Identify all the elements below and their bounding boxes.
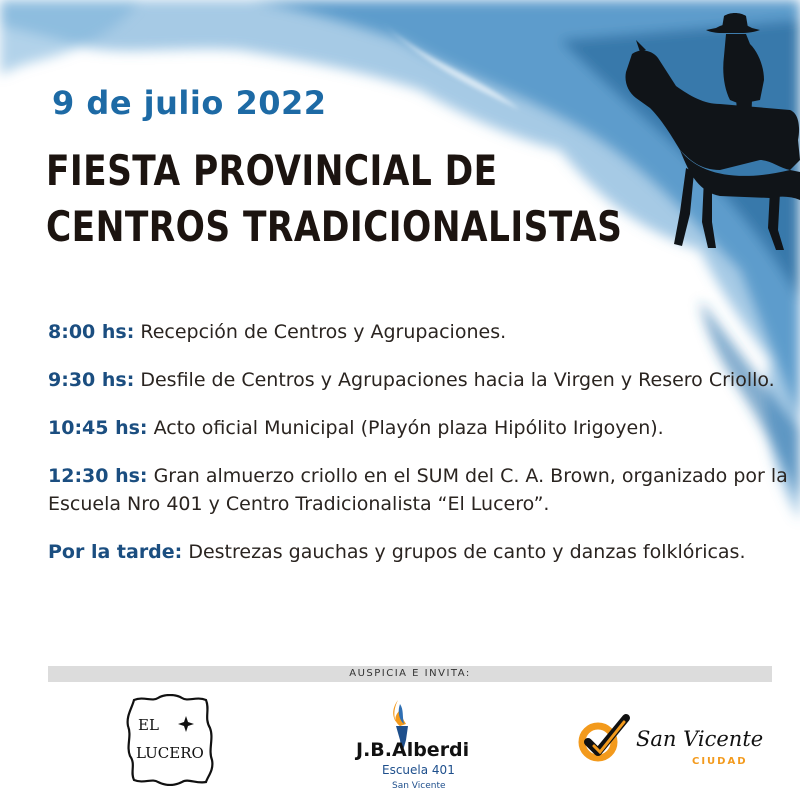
- event-date: 9 de julio 2022: [52, 84, 327, 122]
- schedule-item: [48, 366, 788, 394]
- schedule-list: [48, 318, 788, 586]
- page-title-line-1: FIESTA PROVINCIAL DE: [46, 146, 498, 195]
- san-vicente-sub: CIUDAD: [692, 756, 748, 767]
- sponsor-bar: [48, 666, 772, 682]
- schedule-text: Recepción de Centros y Agrupaciones.: [134, 321, 507, 343]
- lucero-text-el: EL: [138, 716, 159, 734]
- schedule-time: Por la tarde:: [48, 541, 183, 563]
- san-vicente-name: San Vicente: [636, 727, 764, 751]
- schedule-time: 9:30 hs:: [48, 369, 135, 391]
- schedule-time: 12:30 hs:: [48, 465, 148, 487]
- san-vicente-logo: [574, 712, 764, 772]
- star-icon: [178, 716, 194, 732]
- schedule-text: Desfile de Centros y Agrupaciones hacia la Virgen y Resero Criollo.: [134, 369, 775, 391]
- lucero-text-name: LUCERO: [136, 744, 204, 762]
- alberdi-school: Escuela 401: [382, 763, 455, 777]
- check-icon: [582, 718, 626, 758]
- alberdi-school-logo: [352, 694, 482, 794]
- alberdi-city: San Vicente: [392, 781, 446, 791]
- alberdi-name: J.B.Alberdi: [356, 739, 470, 761]
- page-title-line-2: CENTROS TRADICIONALISTAS: [46, 202, 623, 251]
- schedule-text: Gran almuerzo criollo en el SUM del C. A. Brown, organizado por la Escuela Nro 401 y Centro Tradicionalista “El Lucero”.: [48, 465, 788, 515]
- sponsor-label: AUSPICIA E INVITA:: [349, 668, 471, 679]
- schedule-time: 10:45 hs:: [48, 417, 148, 439]
- schedule-item: [48, 538, 788, 566]
- schedule-text: Destrezas gauchas y grupos de canto y danzas folklóricas.: [182, 541, 746, 563]
- el-lucero-logo: [124, 694, 216, 786]
- schedule-time: 8:00 hs:: [48, 321, 135, 343]
- leather-hide-icon: [128, 695, 213, 785]
- schedule-item: [48, 462, 788, 518]
- schedule-text: Acto oficial Municipal (Playón plaza Hipólito Irigoyen).: [147, 417, 664, 439]
- schedule-item: [48, 318, 788, 346]
- schedule-item: [48, 414, 788, 442]
